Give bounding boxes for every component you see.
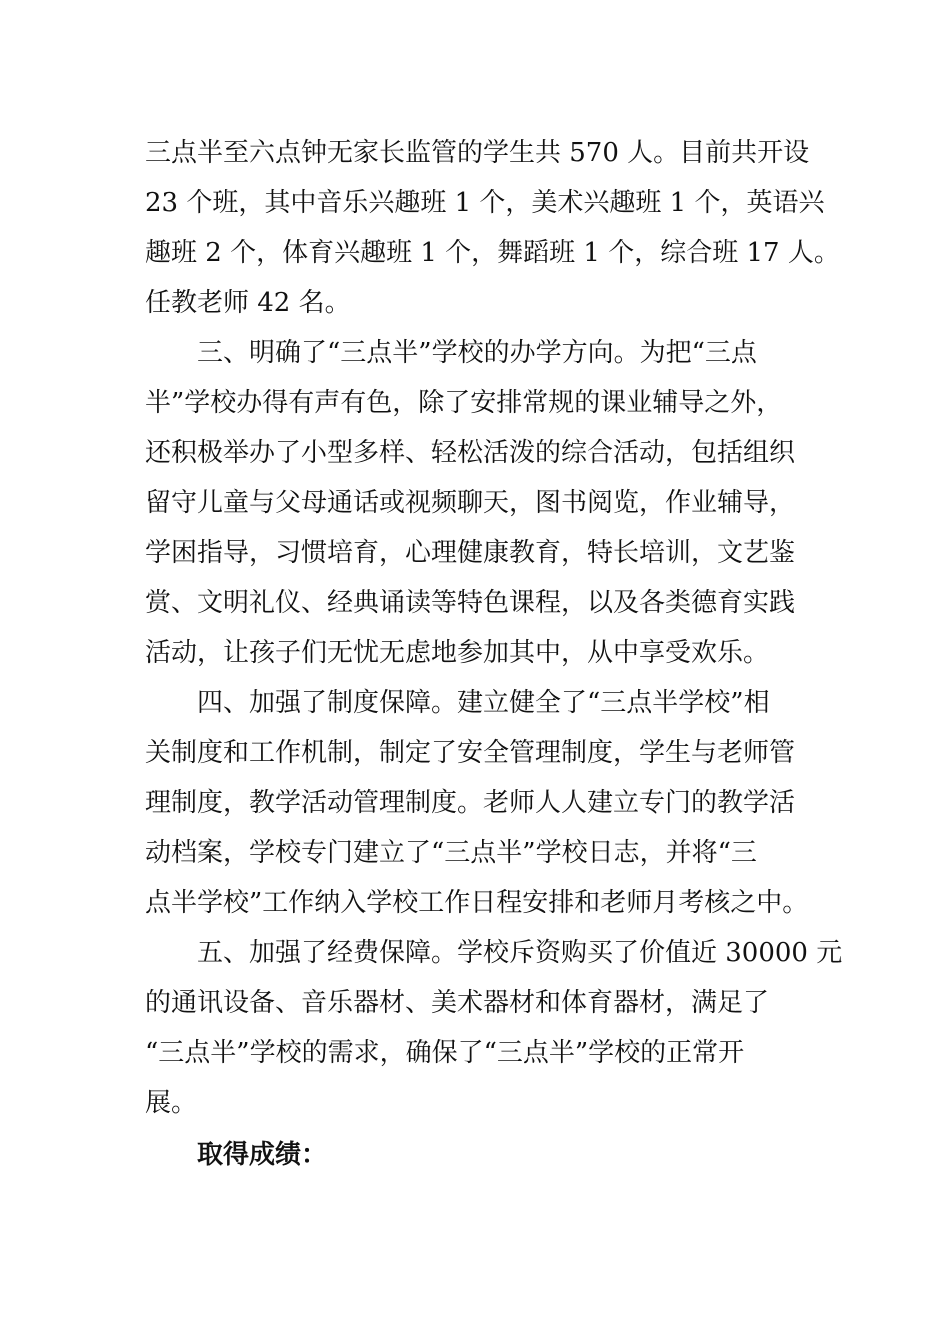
text-line: 趣班 2 个，体育兴趣班 1 个，舞蹈班 1 个，综合班 17 人。	[145, 238, 840, 268]
text-line: 三、明确了“三点半”学校的办学方向。为把“三点	[197, 338, 757, 368]
text-line: 23 个班，其中音乐兴趣班 1 个，美术兴趣班 1 个，英语兴	[145, 188, 825, 218]
text-line: 还积极举办了小型多样、轻松活泼的综合活动，包括组织	[145, 438, 796, 468]
text-line: 留守儿童与父母通话或视频聊天，图书阅览，作业辅导，	[145, 488, 796, 518]
text-line: 赏、文明礼仪、经典诵读等特色课程，以及各类德育实践	[145, 588, 796, 618]
section-heading: 取得成绩：	[197, 1140, 328, 1170]
text-line: 半”学校办得有声有色，除了安排常规的课业辅导之外，	[145, 388, 783, 418]
text-line: 学困指导，习惯培育，心理健康教育，特长培训，文艺鉴	[145, 538, 796, 568]
text-line: 点半学校”工作纳入学校工作日程安排和老师月考核之中。	[145, 888, 809, 918]
text-line: 四、加强了制度保障。建立健全了“三点半学校”相	[197, 688, 770, 718]
text-line: 五、加强了经费保障。学校斥资购买了价值近 30000 元	[197, 938, 843, 968]
text-line: 三点半至六点钟无家长监管的学生共 570 人。目前共开设	[145, 138, 810, 168]
body-text	[145, 128, 843, 1180]
text-line: 展。	[145, 1088, 198, 1118]
text-line: 活动，让孩子们无忧无虑地参加其中，从中享受欢乐。	[145, 638, 770, 668]
text-line: 任教老师 42 名。	[145, 288, 351, 318]
text-line: 关制度和工作机制，制定了安全管理制度，学生与老师管	[145, 738, 796, 768]
text-line: 理制度，教学活动管理制度。老师人人建立专门的教学活	[145, 788, 796, 818]
text-line: 的通讯设备、音乐器材、美术器材和体育器材，满足了	[145, 988, 770, 1018]
text-line: “三点半”学校的需求，确保了“三点半”学校的正常开	[145, 1038, 745, 1068]
text-line: 动档案，学校专门建立了“三点半”学校日志，并将“三	[145, 838, 757, 868]
